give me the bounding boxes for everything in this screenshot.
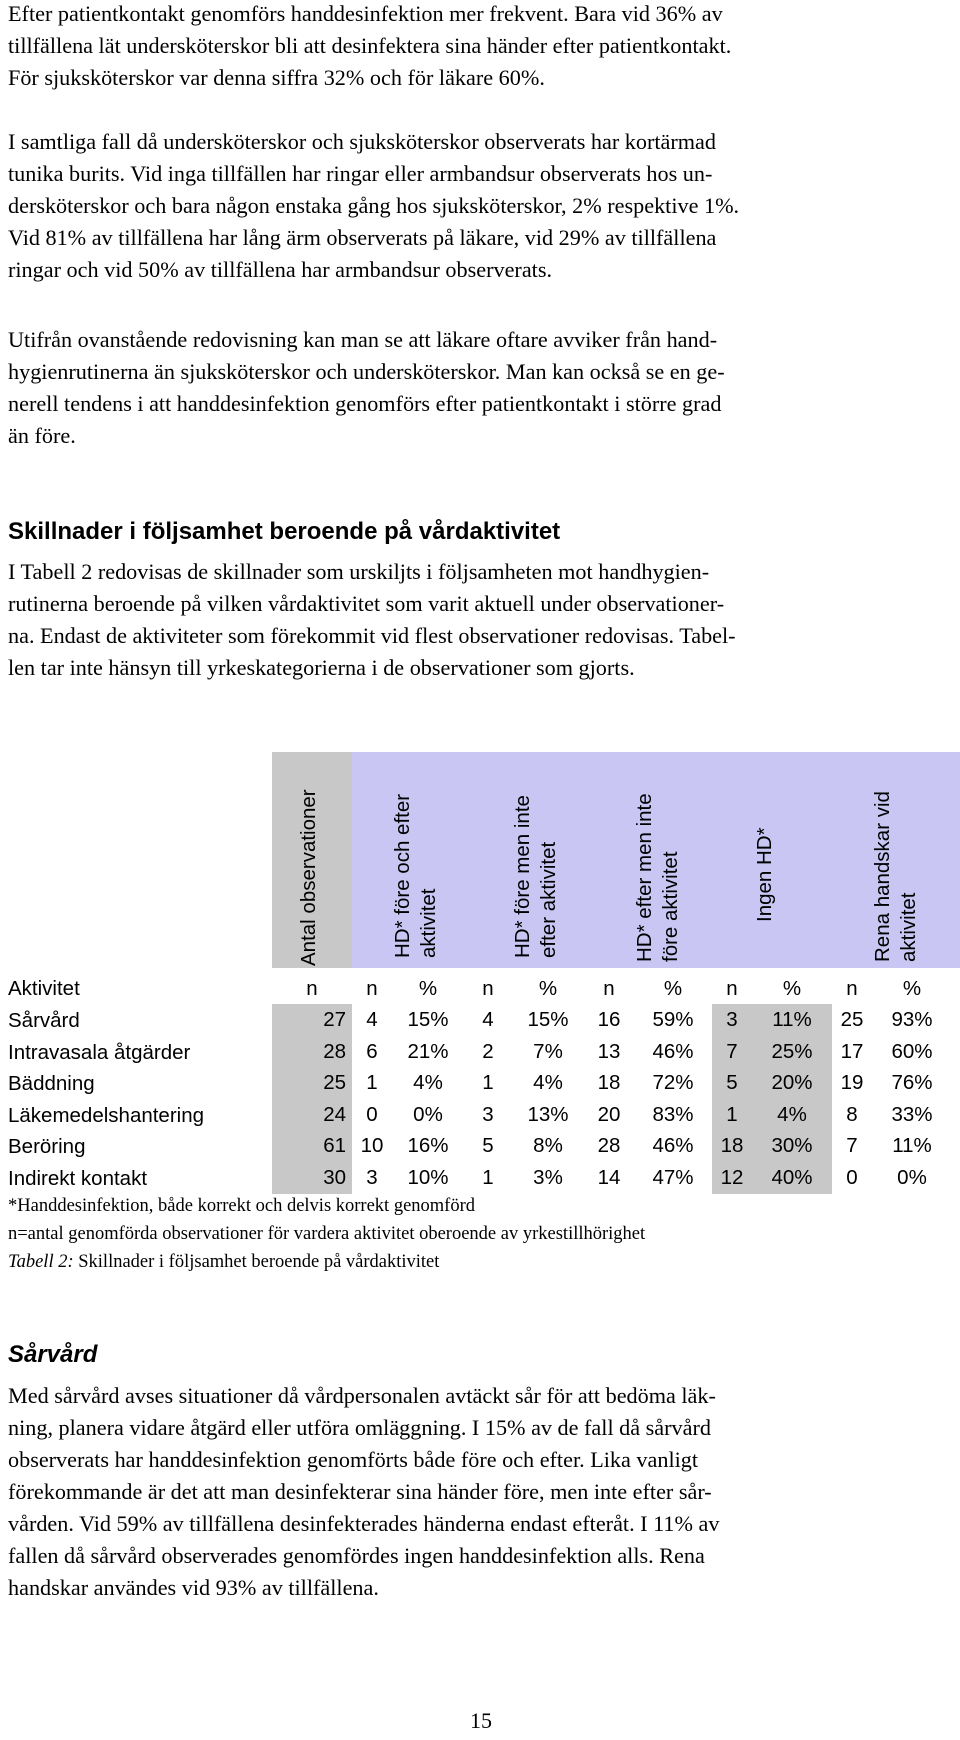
table-cell: 76% (891, 1071, 933, 1094)
subheader-aktivitet: Aktivitet (8, 977, 80, 1000)
text-line: hygienrutinerna än sjuksköterskor och undersköterskor. Man kan också se en ge- (8, 359, 725, 384)
table-cell: 15% (407, 1008, 449, 1031)
table-cell: 3 (482, 1103, 494, 1126)
text-line: tillfällena lät undersköterskor bli att desinfektera sina händer efter patientkontakt. (8, 33, 732, 58)
table-cell: 28 (597, 1134, 621, 1157)
table-cell: 0% (413, 1103, 443, 1126)
text-line: rutinerna beroende på vilken vårdaktivitet som varit aktuell under observationer- (8, 591, 725, 616)
table-cell: 27 (272, 1004, 352, 1036)
table-cell: 0 (846, 1166, 858, 1189)
table-cell: 33% (891, 1103, 933, 1126)
table-cell: 93% (891, 1008, 933, 1031)
column-header-ingen-hd: Ingen HD* (753, 827, 776, 922)
table-cell: 25% (752, 1036, 832, 1068)
table-cell: 13% (527, 1103, 569, 1126)
text-line: ning, planera vidare åtgärd eller utföra omläggning. I 15% av de fall då sårvård (8, 1415, 711, 1440)
table-cell: 10% (407, 1166, 449, 1189)
table-cell: 7 (846, 1134, 858, 1157)
table-caption (8, 1249, 439, 1275)
intro-paragraph-1 (8, 0, 952, 94)
table-cell: 2 (482, 1040, 494, 1063)
column-header-hd-fore-ej-efter: HD* före men inte efter aktivitet (511, 795, 560, 958)
column-header-hd-fore-efter: HD* före och efter aktivitet (391, 793, 440, 958)
activity-name: Bäddning (8, 1072, 95, 1095)
table-cell: 3% (533, 1166, 563, 1189)
text-line: I Tabell 2 redovisas de skillnader som urskiljts i följsamheten mot handhygien- (8, 559, 710, 584)
subheader-percent: % (418, 977, 438, 1000)
text-line: tunika burits. Vid inga tillfällen har ringar eller armbandsur observerats hos un- (8, 161, 713, 186)
subheader-percent: % (538, 977, 558, 1000)
table-cell: 21% (407, 1040, 449, 1063)
table-cell: 30% (752, 1130, 832, 1162)
text-line: förekommande är det att man desinfekterar sina händer före, men inte efter sår- (8, 1479, 712, 1504)
table-cell: 20 (597, 1103, 621, 1126)
subheader-n: n (603, 977, 615, 1000)
table-cell: 16 (597, 1008, 621, 1031)
page-number: 15 (470, 1708, 492, 1733)
table-footnote: *Handdesinfektion, både korrekt och delvis korrekt genomförd (8, 1196, 475, 1216)
text-line: Med sårvård avses situationer då vårdpersonalen avtäckt sår för att bedöma läk- (8, 1383, 716, 1408)
table-cell: 17 (840, 1040, 864, 1063)
section-heading: Skillnader i följsamhet beroende på vårdaktivitet (8, 518, 561, 545)
caption-label: Tabell 2: (8, 1252, 74, 1272)
subheader-n: n (846, 977, 858, 1000)
text-line: nerell tendens i att handdesinfektion genomförs efter patientkontakt i större grad (8, 391, 722, 416)
table-cell: 3 (712, 1004, 752, 1036)
activity-name: Läkemedelshantering (8, 1104, 205, 1127)
table-cell: 11% (752, 1004, 832, 1036)
text-line: Utifrån ovanstående redovisning kan man se att läkare oftare avviker från hand- (8, 327, 718, 352)
table-cell: 20% (752, 1067, 832, 1099)
text-line: I samtliga fall då undersköterskor och sjuksköterskor observerats har kortärmad (8, 129, 716, 154)
text-line: fallen då sårvård observerades genomfördes ingen handdesinfektion alls. Rena (8, 1543, 705, 1568)
intro-paragraph-2 (8, 126, 952, 286)
table-cell: 12 (712, 1162, 752, 1194)
activity-name: Sårvård (8, 1009, 80, 1032)
subheader-n: n (726, 977, 738, 1000)
column-header-hd-efter-ej-fore: HD* efter men inte före aktivitet (633, 793, 682, 962)
table-cell: 0% (897, 1166, 927, 1189)
table-cell: 4 (366, 1008, 378, 1031)
subheader-n: n (306, 977, 318, 1000)
section-paragraph (8, 556, 952, 684)
text-line: handskar användes vid 93% av tillfällena. (8, 1575, 379, 1600)
table-cell: 25 (840, 1008, 864, 1031)
table-cell: 83% (652, 1103, 694, 1126)
activity-name: Indirekt kontakt (8, 1167, 148, 1190)
table-cell: 4% (752, 1099, 832, 1131)
table-cell: 4% (413, 1071, 443, 1094)
table-cell: 0 (366, 1103, 378, 1126)
column-header-antal: Antal observationer (297, 789, 320, 966)
table-cell: 24 (272, 1099, 352, 1131)
column-header-rena-handskar: Rena handskar vid aktivitet (871, 791, 920, 962)
table-cell: 18 (712, 1130, 752, 1162)
table-cell: 19 (840, 1071, 864, 1094)
table-cell: 72% (652, 1071, 694, 1094)
table-cell: 59% (652, 1008, 694, 1031)
table-cell: 8% (533, 1134, 563, 1157)
intro-paragraph-3 (8, 324, 952, 452)
table-cell: 46% (652, 1040, 694, 1063)
table-cell: 4% (533, 1071, 563, 1094)
table-n-note: n=antal genomförda observationer för vardera aktivitet oberoende av yrkestillhörighet (8, 1224, 646, 1244)
table-cell: 61 (272, 1130, 352, 1162)
table-cell: 3 (366, 1166, 378, 1189)
table-cell: 14 (597, 1166, 621, 1189)
table-cell: 4 (482, 1008, 494, 1031)
table-cell: 5 (712, 1067, 752, 1099)
table-cell: 60% (891, 1040, 933, 1063)
text-line: dersköterskor och bara någon enstaka gång hos sjuksköterskor, 2% respektive 1%. (8, 193, 740, 218)
text-line: än före. (8, 423, 76, 448)
table-cell: 30 (272, 1162, 352, 1194)
caption-text: Skillnader i följsamhet beroende på vårdaktivitet (73, 1252, 440, 1272)
table-cell: 15% (527, 1008, 569, 1031)
text-line: Vid 81% av tillfällena har lång ärm observerats på läkare, vid 29% av tillfällena (8, 225, 717, 250)
text-line: För sjuksköterskor var denna siffra 32% och för läkare 60%. (8, 65, 545, 90)
table-cell: 11% (892, 1134, 932, 1157)
subheader-percent: % (902, 977, 922, 1000)
subsection-paragraph (8, 1380, 952, 1604)
table-cell: 13 (597, 1040, 621, 1063)
table-cell: 8 (846, 1103, 858, 1126)
subheader-n: n (482, 977, 494, 1000)
text-line: vården. Vid 59% av tillfällena desinfekterades händerna endast efteråt. I 11% av (8, 1511, 720, 1536)
subsection-heading: Sårvård (8, 1341, 98, 1368)
text-line: ringar och vid 50% av tillfällena har armbandsur observerats. (8, 257, 553, 282)
table-cell: 10 (360, 1134, 384, 1157)
table-cell: 18 (597, 1071, 621, 1094)
subheader-n: n (366, 977, 378, 1000)
table-cell: 25 (272, 1067, 352, 1099)
table-cell: 7 (712, 1036, 752, 1068)
text-line: na. Endast de aktiviteter som förekommit vid flest observationer redovisas. Tabel- (8, 623, 736, 648)
subheader-percent: % (782, 977, 802, 1000)
table-cell: 1 (366, 1071, 378, 1094)
text-line: Efter patientkontakt genomförs handdesinfektion mer frekvent. Bara vid 36% av (8, 1, 723, 26)
table-cell: 7% (533, 1040, 563, 1063)
table-cell: 1 (712, 1099, 752, 1131)
table-cell: 5 (482, 1134, 494, 1157)
text-line: len tar inte hänsyn till yrkeskategorierna i de observationer som gjorts. (8, 655, 635, 680)
activity-name: Intravasala åtgärder (8, 1041, 191, 1064)
table-cell: 16% (407, 1134, 449, 1157)
table-cell: 28 (272, 1036, 352, 1068)
text-line: observerats har handdesinfektion genomförts både före och efter. Lika vanligt (8, 1447, 699, 1472)
table-cell: 40% (752, 1162, 832, 1194)
table-cell: 1 (482, 1071, 494, 1094)
subheader-percent: % (663, 977, 683, 1000)
table-cell: 47% (652, 1166, 694, 1189)
table-cell: 6 (366, 1040, 378, 1063)
table-cell: 1 (482, 1166, 494, 1189)
table-cell: 46% (652, 1134, 694, 1157)
activity-name: Beröring (8, 1135, 86, 1158)
